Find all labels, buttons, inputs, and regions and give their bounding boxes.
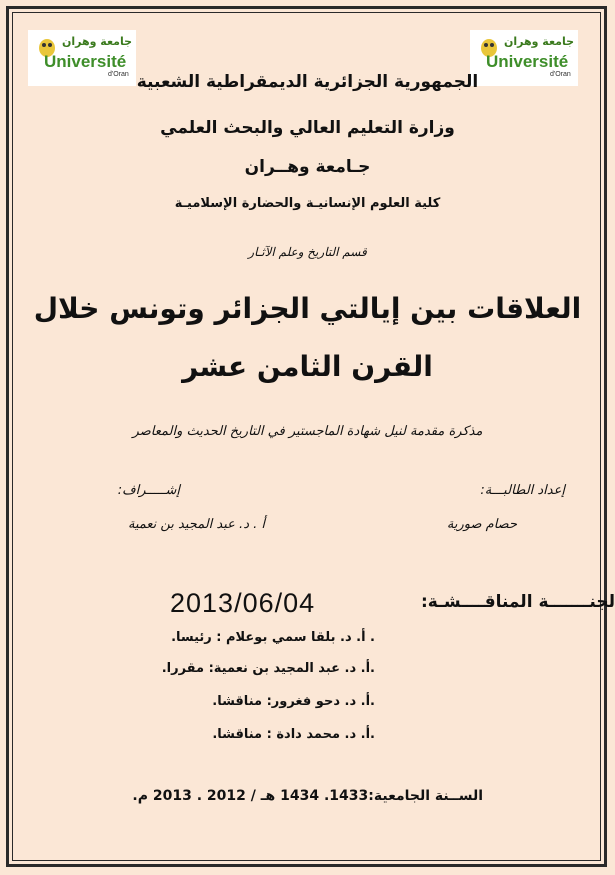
committee-member-3: .أ. د. دحو فغرور: مناقشا. xyxy=(212,694,375,709)
department-line: قسم التاريخ وعلم الآثـار xyxy=(248,245,367,259)
logo-arabic-text: جامعة وهران xyxy=(504,35,575,48)
university-line: جـامعة وهــران xyxy=(244,157,371,177)
academic-year: الســنة الجامعية:1433. 1434 هـ / 2012 . 2013 م. xyxy=(132,788,483,804)
logo-sub-text: d'Oran xyxy=(550,71,571,78)
republic-line: الجمهورية الجزائرية الديمقراطية الشعبية xyxy=(136,72,479,92)
defense-date: 2013/06/04 xyxy=(170,588,316,618)
supervisor-name: أ . د. عبد المجيد بن نعمية xyxy=(127,517,265,532)
thesis-title-line1: العلاقات بين إيالتي الجزائر وتونس خلال xyxy=(33,292,582,325)
logo-sub-text: d'Oran xyxy=(108,71,129,78)
student-name: حصام صورية xyxy=(446,517,517,532)
ministry-line: وزارة التعليم العالي والبحث العلمي xyxy=(160,118,455,138)
faculty-line: كلية العلوم الإنسانيـة والحضارة الإسلاميـة xyxy=(174,196,441,211)
logo-french-text: Université xyxy=(44,52,127,71)
logo-arabic-text: جامعة وهران xyxy=(62,35,133,48)
logo-french-text: Université xyxy=(486,52,569,71)
committee-label: لجنـــــــة المناقــــشـة: xyxy=(421,592,615,612)
committee-member-2: .أ. د. عبد المجيد بن نعمية: مقررا. xyxy=(161,661,375,676)
committee-member-4: .أ. د. محمد دادة : مناقشا. xyxy=(212,727,375,742)
supervisor-label: إشـــــراف: xyxy=(117,483,180,498)
thesis-subtitle: مذكرة مقدمة لنيل شهادة الماجستير في التاريخ الحديث والمعاصر xyxy=(132,424,483,439)
committee-member-1: . أ. د. بلقا سمي بوعلام : رئيسا. xyxy=(171,630,375,645)
student-label: إعداد الطالبـــة: xyxy=(480,483,565,498)
thesis-title-line2: القرن الثامن عشر xyxy=(182,350,433,383)
